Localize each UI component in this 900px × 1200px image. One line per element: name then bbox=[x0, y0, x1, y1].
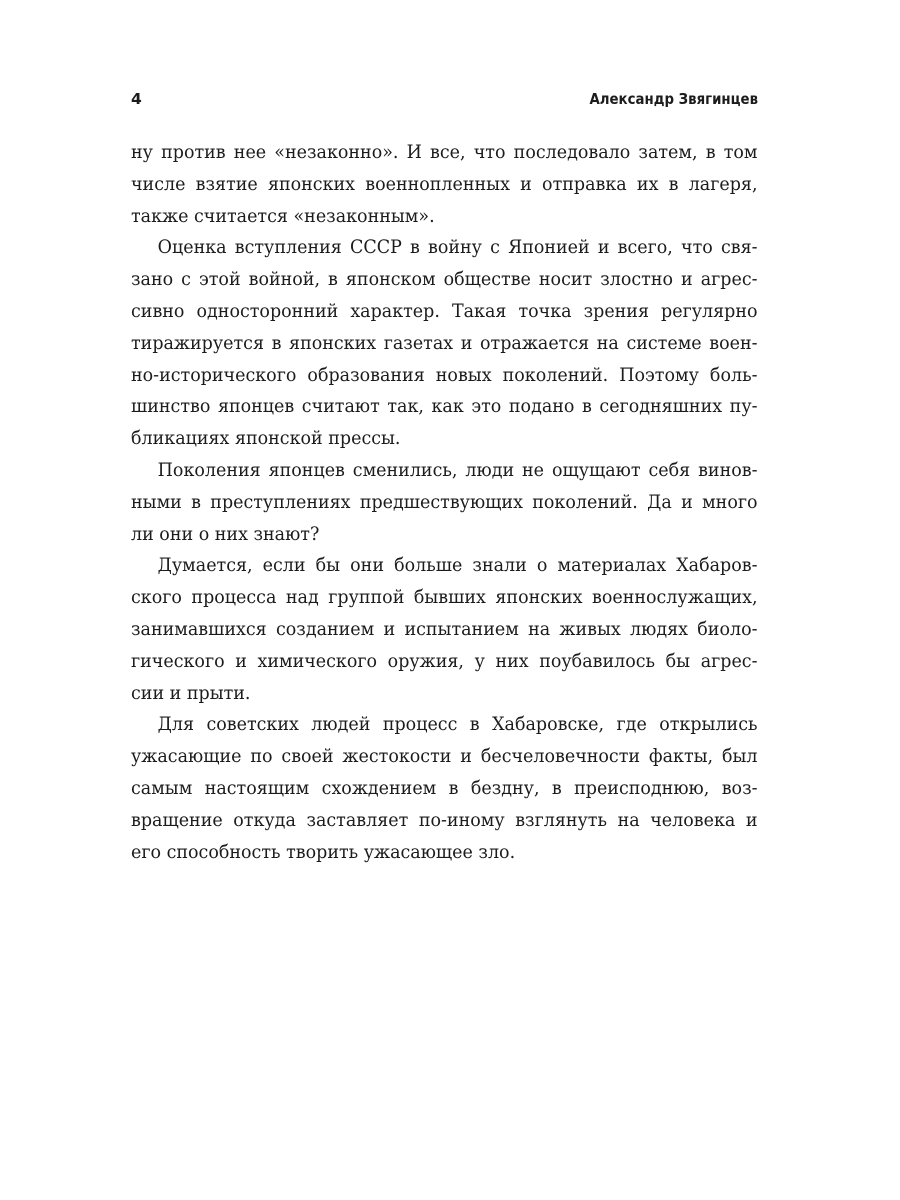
text-line: ли они о них знают? bbox=[131, 522, 320, 545]
text-line: зано с этой войной, в японском обществе носит злостно и агрес- bbox=[131, 268, 758, 291]
text-line: бликациях японской прессы. bbox=[131, 427, 401, 450]
text-line: его способность творить ужасающее зло. bbox=[131, 840, 516, 863]
text-line: самым настоящим схождением в бездну, в преисподнюю, воз- bbox=[131, 776, 758, 799]
text-line: Для советских людей процесс в Хабаровске, где открылись bbox=[157, 713, 758, 736]
text-line: ну против нее «незаконно». И все, что последовало затем, в том bbox=[131, 141, 758, 163]
text-line: гического и химического оружия, у них поубавилось бы агрес- bbox=[131, 649, 758, 672]
text-line: занимавшихся созданием и испытанием на живых людях биоло- bbox=[131, 617, 758, 640]
text-line: также считается «незаконным». bbox=[131, 204, 435, 227]
author-name: Александр Звягинцев bbox=[589, 90, 758, 108]
text-line: но-исторического образования новых поколений. Поэтому боль- bbox=[131, 363, 758, 386]
text-line: Оценка вступления СССР в войну с Японией и всего, что свя- bbox=[157, 236, 758, 259]
text-line: ными в преступлениях предшествующих поколений. Да и много bbox=[131, 490, 758, 513]
text-line: числе взятие японских военнопленных и отправка их в лагеря, bbox=[131, 172, 758, 195]
body-text bbox=[131, 137, 758, 868]
text-line: сии и прыти. bbox=[131, 681, 251, 704]
text-line: Думается, если бы они больше знали о материалах Хабаров- bbox=[157, 554, 758, 577]
page-number: 4 bbox=[131, 90, 142, 108]
text-line: ского процесса над группой бывших японских военнослужащих, bbox=[131, 586, 758, 609]
text-line: шинство японцев считают так, как это подано в сегодняшних пу- bbox=[131, 395, 758, 418]
running-head bbox=[131, 90, 758, 116]
text-line: тиражируется в японских газетах и отражается на системе воен- bbox=[131, 331, 758, 354]
text-line: сивно односторонний характер. Такая точка зрения регулярно bbox=[131, 299, 758, 322]
text-line: вращение откуда заставляет по-иному взглянуть на человека и bbox=[131, 808, 758, 831]
text-line: ужасающие по своей жестокости и бесчеловечности факты, был bbox=[131, 745, 758, 768]
text-line: Поколения японцев сменились, люди не ощущают себя винов- bbox=[157, 458, 758, 481]
